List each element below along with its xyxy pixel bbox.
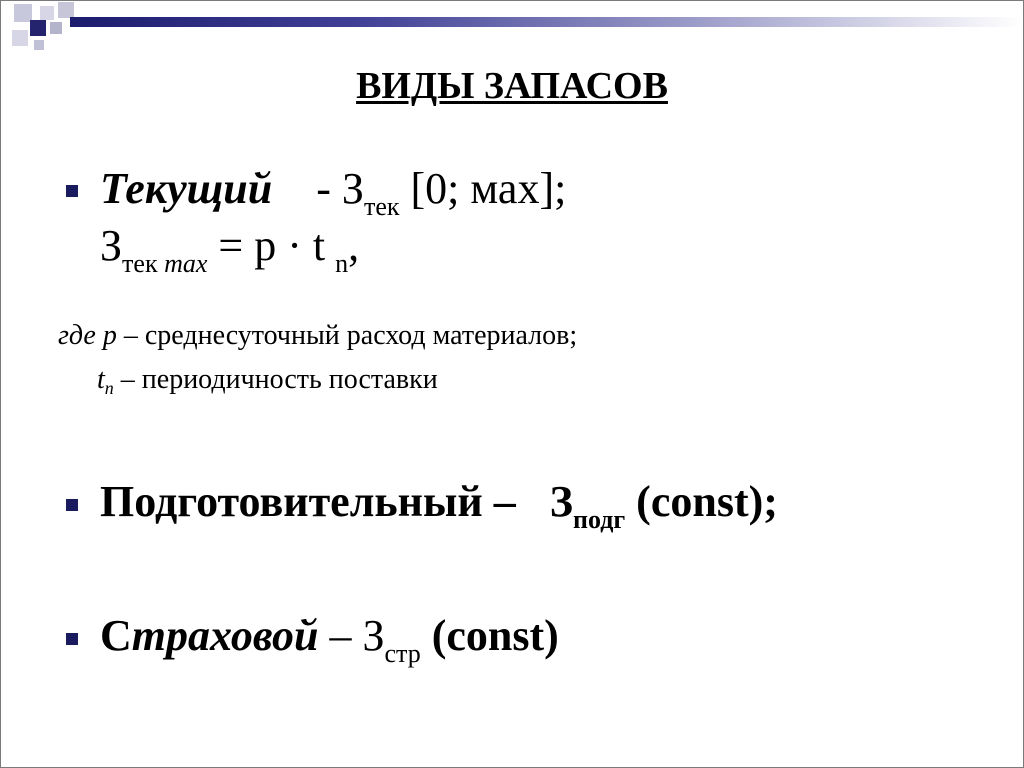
safety-dash: – [329,611,352,660]
slide-title [0,64,1024,108]
note-t-letter: t [97,364,105,395]
safety-name-rest: траховой [131,611,319,660]
current-symbol: З [341,164,364,213]
formula-sub-italic: max [164,249,208,278]
formula-rhs: = р · t [218,221,326,270]
note-p-desc: – среднесуточный расход материалов; [123,320,578,351]
preparatory-symbol: З [549,477,573,526]
preparatory-stock-name: Подготовительный – [100,477,516,526]
current-stock-name: Текущий [100,164,273,213]
deco-square [30,20,46,36]
deco-square [40,6,54,20]
deco-square [34,40,44,50]
bullet-square [66,633,78,645]
formula-symbol-sub [122,249,207,278]
formula-symbol: З [100,221,123,270]
note-t-sub: п [104,378,114,398]
deco-square [50,22,62,34]
preparatory-symbol-sub: подг [572,505,626,534]
top-gradient-bar [70,17,1022,27]
deco-square [58,2,74,18]
current-dash: - [316,164,331,213]
slide-title-text: ВИДЫ ЗАПАСОВ [356,65,668,107]
deco-square [12,30,28,46]
formula-end: , [348,221,360,270]
current-range: [0; мах]; [410,164,567,213]
safety-symbol: З [362,611,385,660]
bullet-square [66,185,78,197]
note-where: где р [58,320,117,351]
bullet-square [66,499,78,511]
current-formula-line [100,220,360,278]
formula-rhs-sub: n [335,249,349,278]
safety-tail: (const) [431,611,559,660]
safety-symbol-sub: стр [384,639,421,668]
note-t-line [97,364,438,396]
current-symbol-sub: тек [363,192,400,221]
safety-stock-line [100,610,559,668]
preparatory-stock-line [100,476,778,534]
note-p-line [58,320,577,352]
note-t-desc: – периодичность поставки [120,364,438,395]
preparatory-tail: (const); [636,477,778,526]
safety-name-first: С [100,611,132,660]
formula-sub-text: тек [122,249,165,278]
current-stock-line [100,163,567,221]
